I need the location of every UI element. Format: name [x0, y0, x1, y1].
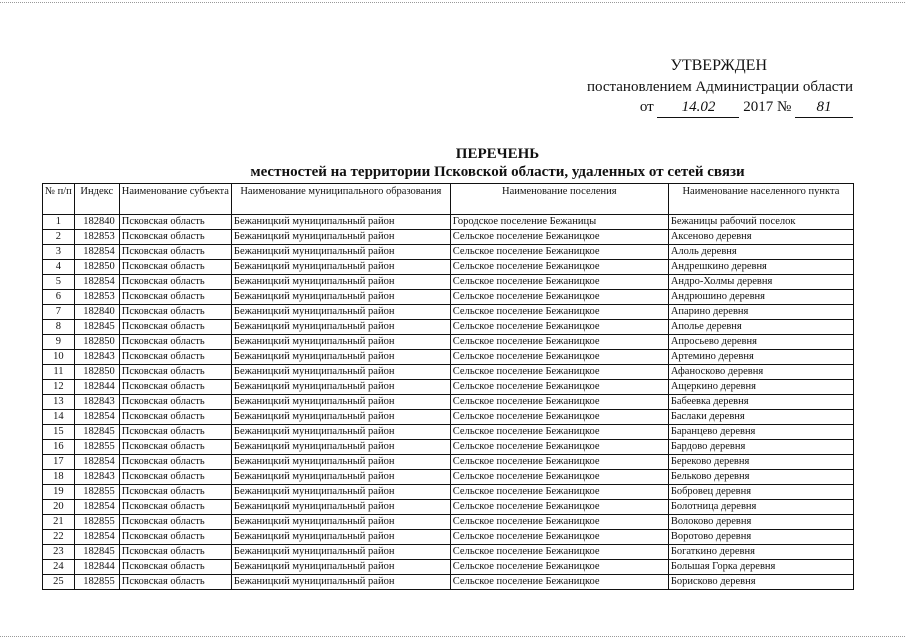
document-subtitle: местностей на территории Псковской области, удаленных от сетей связи [250, 164, 745, 180]
row-municipality: Бежаницкий муниципальный район [231, 215, 450, 230]
row-locality: Апросьево деревня [668, 335, 853, 350]
row-municipality: Бежаницкий муниципальный район [231, 470, 450, 485]
row-number: 22 [43, 530, 75, 545]
table-row [43, 260, 854, 275]
row-subject: Псковская область [119, 350, 231, 365]
row-subject: Псковская область [119, 215, 231, 230]
header-municipality: Наименование муниципального образования [231, 184, 450, 215]
row-settlement: Сельское поселение Бежаницкое [450, 455, 668, 470]
table-row [43, 410, 854, 425]
table-row [43, 380, 854, 395]
row-municipality: Бежаницкий муниципальный район [231, 380, 450, 395]
row-settlement: Сельское поселение Бежаницкое [450, 260, 668, 275]
row-index: 182844 [74, 380, 119, 395]
row-number: 24 [43, 560, 75, 575]
approval-stamp [587, 56, 853, 118]
row-municipality: Бежаницкий муниципальный район [231, 455, 450, 470]
row-subject: Псковская область [119, 245, 231, 260]
row-settlement: Сельское поселение Бежаницкое [450, 245, 668, 260]
header-index: Индекс [74, 184, 119, 215]
row-index: 182854 [74, 530, 119, 545]
row-settlement: Сельское поселение Бежаницкое [450, 230, 668, 245]
row-number: 21 [43, 515, 75, 530]
header-locality: Наименование населенного пункта [668, 184, 853, 215]
row-subject: Псковская область [119, 365, 231, 380]
row-settlement: Сельское поселение Бежаницкое [450, 305, 668, 320]
row-locality: Андрешкино деревня [668, 260, 853, 275]
row-subject: Псковская область [119, 440, 231, 455]
row-subject: Псковская область [119, 455, 231, 470]
row-subject: Псковская область [119, 380, 231, 395]
row-settlement: Городское поселение Бежаницы [450, 215, 668, 230]
row-index: 182855 [74, 575, 119, 590]
row-locality: Волоково деревня [668, 515, 853, 530]
row-locality: Аксеново деревня [668, 230, 853, 245]
row-locality: Большая Горка деревня [668, 560, 853, 575]
row-number: 14 [43, 410, 75, 425]
row-number: 2 [43, 230, 75, 245]
row-subject: Псковская область [119, 230, 231, 245]
row-index: 182854 [74, 410, 119, 425]
row-number: 20 [43, 500, 75, 515]
row-subject: Псковская область [119, 260, 231, 275]
row-municipality: Бежаницкий муниципальный район [231, 320, 450, 335]
row-subject: Псковская область [119, 290, 231, 305]
table-row [43, 395, 854, 410]
row-locality: Бардово деревня [668, 440, 853, 455]
row-number: 3 [43, 245, 75, 260]
row-index: 182854 [74, 275, 119, 290]
row-locality: Афаносково деревня [668, 365, 853, 380]
row-locality: Бежаницы рабочий поселок [668, 215, 853, 230]
row-municipality: Бежаницкий муниципальный район [231, 440, 450, 455]
row-municipality: Бежаницкий муниципальный район [231, 515, 450, 530]
row-subject: Псковская область [119, 500, 231, 515]
row-municipality: Бежаницкий муниципальный район [231, 230, 450, 245]
row-number: 16 [43, 440, 75, 455]
row-number: 15 [43, 425, 75, 440]
row-locality: Воротово деревня [668, 530, 853, 545]
table-row [43, 425, 854, 440]
row-subject: Псковская область [119, 485, 231, 500]
row-index: 182854 [74, 455, 119, 470]
approval-number: 81 [795, 97, 853, 118]
row-index: 182854 [74, 245, 119, 260]
row-index: 182855 [74, 515, 119, 530]
row-index: 182853 [74, 290, 119, 305]
row-locality: Ащеркино деревня [668, 380, 853, 395]
row-municipality: Бежаницкий муниципальный район [231, 560, 450, 575]
row-municipality: Бежаницкий муниципальный район [231, 350, 450, 365]
table-row [43, 365, 854, 380]
row-settlement: Сельское поселение Бежаницкое [450, 290, 668, 305]
row-municipality: Бежаницкий муниципальный район [231, 545, 450, 560]
table-row [43, 455, 854, 470]
row-index: 182843 [74, 350, 119, 365]
row-subject: Псковская область [119, 320, 231, 335]
row-locality: Артемино деревня [668, 350, 853, 365]
table-row [43, 470, 854, 485]
row-subject: Псковская область [119, 515, 231, 530]
table-row [43, 560, 854, 575]
row-index: 182853 [74, 230, 119, 245]
table-row [43, 350, 854, 365]
row-subject: Псковская область [119, 275, 231, 290]
row-settlement: Сельское поселение Бежаницкое [450, 515, 668, 530]
table-row [43, 230, 854, 245]
row-municipality: Бежаницкий муниципальный район [231, 425, 450, 440]
row-municipality: Бежаницкий муниципальный район [231, 335, 450, 350]
row-municipality: Бежаницкий муниципальный район [231, 530, 450, 545]
row-index: 182843 [74, 395, 119, 410]
row-locality: Баслаки деревня [668, 410, 853, 425]
approval-date: 14.02 [657, 97, 739, 118]
table-row [43, 275, 854, 290]
row-subject: Псковская область [119, 305, 231, 320]
table-row [43, 515, 854, 530]
row-municipality: Бежаницкий муниципальный район [231, 410, 450, 425]
row-subject: Псковская область [119, 470, 231, 485]
table-row [43, 305, 854, 320]
document-heading [0, 146, 905, 181]
header-subject: Наименование субъекта [119, 184, 231, 215]
row-locality: Алоль деревня [668, 245, 853, 260]
row-locality: Береково деревня [668, 455, 853, 470]
row-municipality: Бежаницкий муниципальный район [231, 275, 450, 290]
row-locality: Бобровец деревня [668, 485, 853, 500]
row-settlement: Сельское поселение Бежаницкое [450, 350, 668, 365]
scan-bottom-edge [0, 636, 905, 638]
row-locality: Аполье деревня [668, 320, 853, 335]
row-subject: Псковская область [119, 335, 231, 350]
row-index: 182845 [74, 320, 119, 335]
row-settlement: Сельское поселение Бежаницкое [450, 320, 668, 335]
row-settlement: Сельское поселение Бежаницкое [450, 380, 668, 395]
row-subject: Псковская область [119, 575, 231, 590]
row-number: 18 [43, 470, 75, 485]
row-settlement: Сельское поселение Бежаницкое [450, 440, 668, 455]
row-municipality: Бежаницкий муниципальный район [231, 575, 450, 590]
row-subject: Псковская область [119, 395, 231, 410]
row-settlement: Сельское поселение Бежаницкое [450, 500, 668, 515]
row-settlement: Сельское поселение Бежаницкое [450, 470, 668, 485]
table-row [43, 485, 854, 500]
row-number: 8 [43, 320, 75, 335]
row-subject: Псковская область [119, 560, 231, 575]
approval-year: 2017 № [743, 99, 792, 115]
row-index: 182844 [74, 560, 119, 575]
row-settlement: Сельское поселение Бежаницкое [450, 275, 668, 290]
row-settlement: Сельское поселение Бежаницкое [450, 560, 668, 575]
scan-top-edge [0, 2, 905, 4]
row-municipality: Бежаницкий муниципальный район [231, 395, 450, 410]
row-number: 5 [43, 275, 75, 290]
row-number: 23 [43, 545, 75, 560]
row-number: 11 [43, 365, 75, 380]
row-locality: Богаткино деревня [668, 545, 853, 560]
row-number: 17 [43, 455, 75, 470]
row-index: 182840 [74, 215, 119, 230]
row-settlement: Сельское поселение Бежаницкое [450, 545, 668, 560]
approval-from: от [639, 99, 654, 115]
row-locality: Бельково деревня [668, 470, 853, 485]
row-municipality: Бежаницкий муниципальный район [231, 500, 450, 515]
table-row [43, 500, 854, 515]
row-number: 4 [43, 260, 75, 275]
row-municipality: Бежаницкий муниципальный район [231, 365, 450, 380]
row-number: 10 [43, 350, 75, 365]
table-row [43, 530, 854, 545]
row-locality: Апарино деревня [668, 305, 853, 320]
table-row [43, 575, 854, 590]
table-row [43, 440, 854, 455]
row-locality: Баранцево деревня [668, 425, 853, 440]
row-number: 19 [43, 485, 75, 500]
row-locality: Бабеевка деревня [668, 395, 853, 410]
table-header-row [43, 184, 854, 215]
row-settlement: Сельское поселение Бежаницкое [450, 425, 668, 440]
approval-date-line [587, 97, 853, 118]
row-locality: Андрюшино деревня [668, 290, 853, 305]
row-index: 182850 [74, 335, 119, 350]
row-index: 182855 [74, 485, 119, 500]
table-row [43, 545, 854, 560]
row-locality: Болотница деревня [668, 500, 853, 515]
row-index: 182850 [74, 365, 119, 380]
row-index: 182850 [74, 260, 119, 275]
document-title: ПЕРЕЧЕНЬ [455, 146, 540, 162]
table-row [43, 335, 854, 350]
row-number: 1 [43, 215, 75, 230]
row-index: 182854 [74, 500, 119, 515]
localities-table [42, 183, 854, 590]
row-settlement: Сельское поселение Бежаницкое [450, 335, 668, 350]
row-number: 6 [43, 290, 75, 305]
row-subject: Псковская область [119, 425, 231, 440]
row-settlement: Сельское поселение Бежаницкое [450, 530, 668, 545]
row-subject: Псковская область [119, 410, 231, 425]
header-settlement: Наименование поселения [450, 184, 668, 215]
row-locality: Андро-Холмы деревня [668, 275, 853, 290]
row-number: 7 [43, 305, 75, 320]
row-subject: Псковская область [119, 545, 231, 560]
table-row [43, 320, 854, 335]
row-municipality: Бежаницкий муниципальный район [231, 305, 450, 320]
row-municipality: Бежаницкий муниципальный район [231, 245, 450, 260]
row-municipality: Бежаницкий муниципальный район [231, 260, 450, 275]
row-settlement: Сельское поселение Бежаницкое [450, 485, 668, 500]
row-municipality: Бежаницкий муниципальный район [231, 485, 450, 500]
row-settlement: Сельское поселение Бежаницкое [450, 410, 668, 425]
header-num: № п/п [43, 184, 75, 215]
row-index: 182845 [74, 545, 119, 560]
row-index: 182843 [74, 470, 119, 485]
row-number: 13 [43, 395, 75, 410]
row-settlement: Сельское поселение Бежаницкое [450, 365, 668, 380]
row-number: 25 [43, 575, 75, 590]
approval-line: постановлением Администрации области [586, 79, 853, 95]
table-row [43, 290, 854, 305]
approval-title: УТВЕРЖДЕН [670, 57, 767, 74]
row-number: 12 [43, 380, 75, 395]
row-settlement: Сельское поселение Бежаницкое [450, 395, 668, 410]
row-subject: Псковская область [119, 530, 231, 545]
table-row [43, 215, 854, 230]
table-row [43, 245, 854, 260]
row-index: 182855 [74, 440, 119, 455]
row-index: 182840 [74, 305, 119, 320]
row-settlement: Сельское поселение Бежаницкое [450, 575, 668, 590]
row-municipality: Бежаницкий муниципальный район [231, 290, 450, 305]
row-locality: Борисково деревня [668, 575, 853, 590]
row-index: 182845 [74, 425, 119, 440]
row-number: 9 [43, 335, 75, 350]
